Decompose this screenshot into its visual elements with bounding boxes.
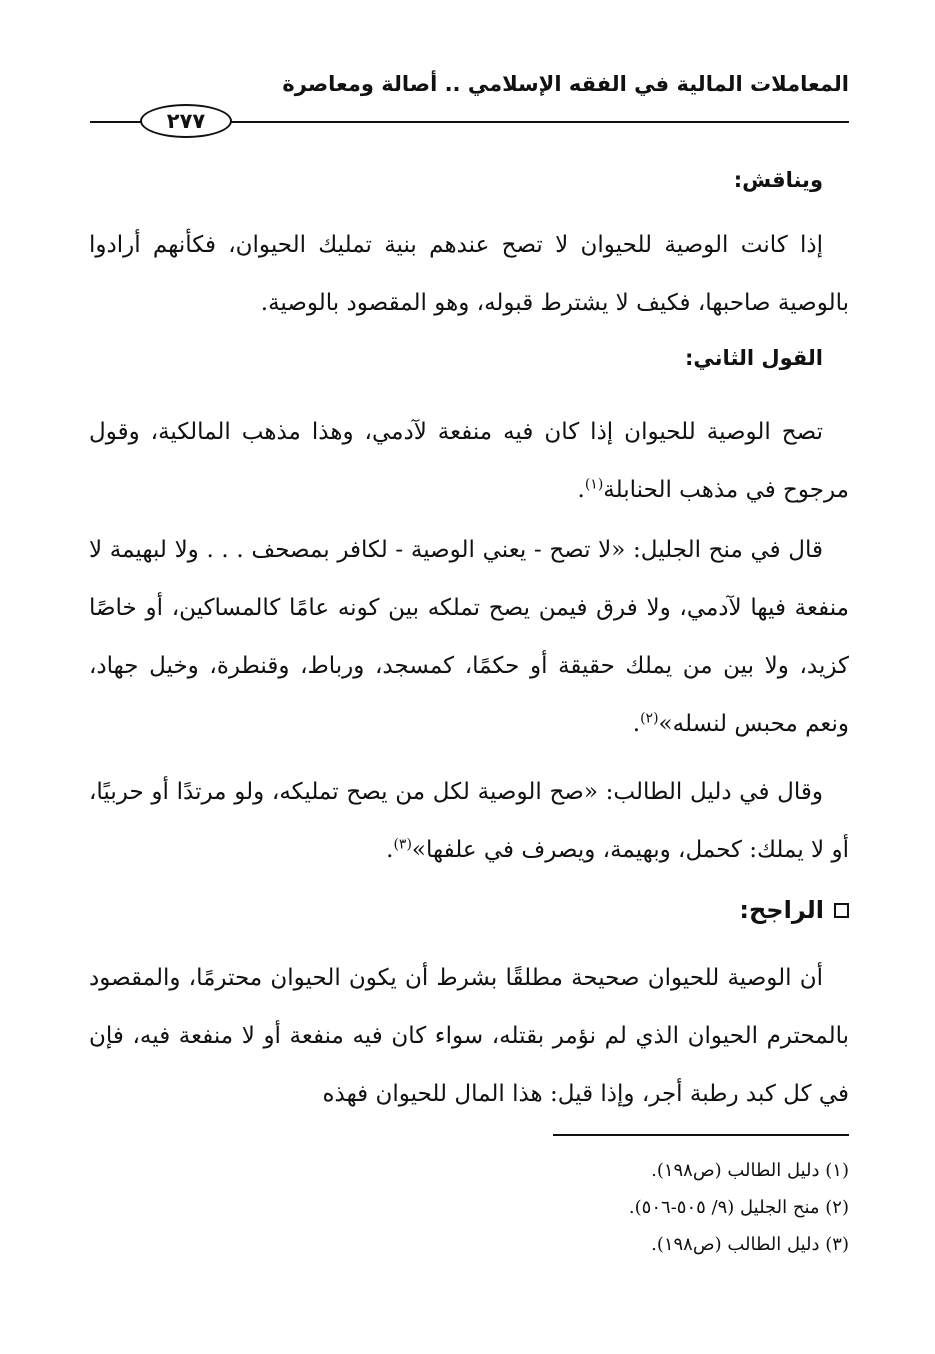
paragraph-text: أن الوصية للحيوان صحيحة مطلقًا بشرط أن يكون الحيوان محترمًا، والمقصود بالمحترم الحيوان الذي لم نؤمر بقتله، سواء كان فيه منفعة أو لا منفعة فيه، فإن في كل كبد رطبة أجر، وإذا قيل: هذا المال للحيوان فهذه xyxy=(89,965,849,1107)
square-bullet-icon xyxy=(834,903,849,918)
paragraph-text: قال في منح الجليل: «لا تصح - يعني الوصية - لكافر بمصحف . . . ولا لبهيمة لا منفعة فيها لآدمي، ولا فرق فيمن يصح تملكه بين كونه عامًا كالمساكين، أو خاصًا كزيد، ولا بين من يملك حقيقة أو حكمًا، كمسجد، ورباط، وقنطرة، وخيل جهاد، ونعم محبس لنسله» xyxy=(89,537,849,737)
paragraph-text: وقال في دليل الطالب: «صح الوصية لكل من يصح تمليكه، ولو مرتدًا أو حربيًا، أو لا يملك: كحمل، وبهيمة، ويصرف في علفها» xyxy=(89,779,849,863)
paragraph-text: إذا كانت الوصية للحيوان لا تصح عندهم بنية تمليك الحيوان، فكأنهم أرادوا بالوصية صاحبها، فكيف لا يشترط قبوله، وهو المقصود بالوصية. xyxy=(89,232,849,316)
heading-label: الراجح: xyxy=(739,896,824,924)
section-heading-discussion: ويناقش: xyxy=(733,168,823,192)
paragraph-text: تصح الوصية للحيوان إذا كان فيه منفعة لآدمي، وهذا مذهب المالكية، وقول مرجوح في مذهب الحنابلة xyxy=(89,419,849,503)
footnote-1: (١) دليل الطالب (ص١٩٨). xyxy=(651,1160,849,1181)
page-number: ٢٧٧ xyxy=(166,109,206,133)
footnote-marker: (٢) xyxy=(640,710,659,727)
section-heading-second-opinion: القول الثاني: xyxy=(685,346,823,370)
paragraph-discussion xyxy=(89,216,849,332)
footnote-3: (٣) دليل الطالب (ص١٩٨). xyxy=(651,1234,849,1255)
footnote-marker: (١) xyxy=(584,476,604,493)
page-number-badge xyxy=(140,104,232,138)
footnote-marker: (٣) xyxy=(393,836,412,853)
paragraph-second-opinion: تصح الوصية للحيوان إذا كان فيه منفعة لآدمي، وهذا مذهب المالكية، وقول مرجوح في مذهب الحنابلة$^{(١)}$. xyxy=(89,419,849,503)
paragraph-preferred xyxy=(89,949,849,1123)
section-heading-preferred xyxy=(739,896,849,924)
paragraph-quote-dalil: وقال في دليل الطالب: «صح الوصية لكل من يصح تمليكه، ولو مرتدًا أو حربيًا، أو لا يملك: كحمل، وبهيمة، ويصرف في علفها»$^{(٣)}$. xyxy=(89,779,849,863)
footnotes xyxy=(249,1152,849,1263)
footnote-2: (٢) منح الجليل (٩/ ٥٠٥-٥٠٦). xyxy=(628,1197,849,1218)
paragraph-quote-minah: قال في منح الجليل: «لا تصح - يعني الوصية - لكافر بمصحف . . . ولا لبهيمة لا منفعة فيها لآدمي، ولا فرق فيمن يصح تملكه بين كونه عامًا كالمساكين، أو خاصًا كزيد، ولا بين من يملك حقيقة أو حكمًا، كمسجد، ورباط، وقنطرة، وخيل جهاد، ونعم محبس لنسله»$^{(٢)}$. xyxy=(89,537,849,737)
footnote-separator xyxy=(553,1134,849,1136)
running-header-title: المعاملات المالية في الفقه الإسلامي .. أصالة ومعاصرة xyxy=(282,72,849,96)
